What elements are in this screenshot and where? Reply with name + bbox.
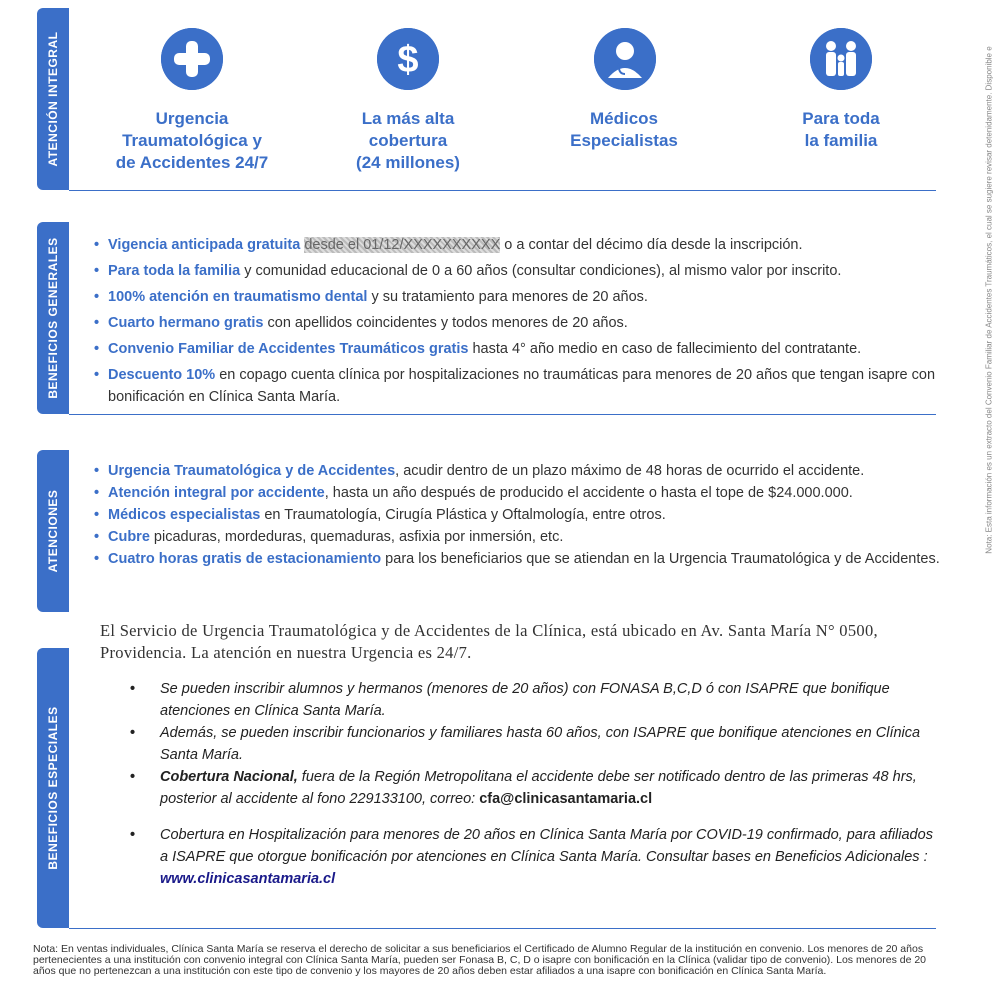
bullet-icon: • — [130, 725, 136, 741]
list-item: • Cuatro horas gratis de estacionamiento para los beneficiarios que se atiendan en la Urgencia Traumatológica y de Accidentes. — [94, 548, 950, 570]
icon-label-familia: Para toda la familia — [802, 109, 880, 150]
section-tab-beneficios-generales: BENEFICIOS GENERALES — [37, 222, 69, 414]
list-item: • Descuento 10% en copago cuenta clínica por hospitalizaciones no traumáticas para menores de 20 años que tengan isapre con bonificación en Clínica Santa María. — [94, 364, 950, 408]
servicio-urgencia-text: El Servicio de Urgencia Traumatológica y de Accidentes de la Clínica, está ubicado en Av. Santa María N° 0500, Providencia. La atención en nuestra Urgencia es 24/7. — [100, 621, 878, 662]
list-item: • Médicos especialistas en Traumatología, Cirugía Plástica y Oftalmología, entre otros. — [94, 504, 950, 526]
bullet-icon: • — [130, 827, 136, 843]
svg-text:$: $ — [397, 39, 419, 81]
section-tab-beneficios-especiales: BENEFICIOS ESPECIALES — [37, 648, 69, 928]
email-text: cfa@clinicasantamaria.cl — [479, 791, 653, 807]
doctor-icon — [594, 28, 656, 90]
list-item: • Urgencia Traumatológica y de Accidentes, acudir dentro de un plazo máximo de 48 horas de ocurrido el accidente. — [94, 460, 950, 482]
family-icon — [810, 28, 872, 90]
icon-label-medicos: Médicos Especialistas — [570, 109, 678, 150]
list-item: • 100% atención en traumatismo dental y su tratamiento para menores de 20 años. — [94, 286, 950, 308]
list-item: • Cobertura en Hospitalización para menores de 20 años en Clínica Santa María por COVID-19 confirmado, para afiliados a ISAPRE que otorgue bonificación por atenciones en Clínica Santa María. Consultar bases en Beneficios Adicionales : www.clinicasantamaria.cl — [160, 824, 940, 890]
footer-note: Nota: En ventas individuales, Clínica Santa María se reserva el derecho de solicitar a sus beneficiarios el Certificado de Alumno Regular de la institución en convenio. Los menores de 20 años pertenecientes a una institución con convenio integral con Clínica Santa María, pueden ser Fonasa B, C, D o isapre con bonificación en la Clínica (validar tipo de convenio). Los menores de 20 años que no pertenezcan a una institución con este tipo de convenio y los mayores de 20 años deben estar afiliados a una isapre con bonificación en Clínica Santa María. — [33, 943, 927, 977]
list-item: • Convenio Familiar de Accidentes Traumáticos gratis hasta 4° año medio en caso de fallecimiento del contratante. — [94, 338, 950, 360]
divider — [69, 190, 936, 191]
list-item: • Para toda la familia y comunidad educacional de 0 a 60 años (consultar condiciones), al mismo valor por inscrito. — [94, 260, 950, 282]
list-item: • Atención integral por accidente, hasta un año después de producido el accidente o hasta el tope de $24.000.000. — [94, 482, 950, 504]
website-link[interactable]: www.clinicasantamaria.cl — [160, 871, 336, 887]
list-item: • Cobertura Nacional, fuera de la Región Metropolitana el accidente debe ser notificado dentro de las primeras 48 hrs, posterior al accidente al fono 229133100, correo: cfa@clinicasantamaria.cl — [160, 766, 940, 810]
list-item: • Se pueden inscribir alumnos y hermanos (menores de 20 años) con FONASA B,C,D ó con ISAPRE que bonifique atenciones en Clínica Santa María. — [160, 678, 940, 722]
dollar-icon — [377, 28, 439, 90]
list-item: • Vigencia anticipada gratuita desde el 01/12/XXXXXXXXXX o a contar del décimo día desde la inscripción. — [94, 234, 950, 256]
list-item: • Además, se pueden inscribir funcionarios y familiares hasta 60 años, con ISAPRE que bonifique atenciones en Clínica Santa María. — [160, 722, 940, 766]
divider — [69, 414, 936, 415]
list-item: • Cubre picaduras, mordeduras, quemaduras, asfixia por inmersión, etc. — [94, 526, 950, 548]
divider — [69, 928, 936, 929]
beneficios-generales-list — [94, 234, 950, 408]
section-tab-atencion-integral: ATENCIÓN INTEGRAL — [37, 8, 69, 190]
bullet-icon: • — [130, 769, 136, 785]
section-tab-atenciones: ATENCIONES — [37, 450, 69, 612]
plus-icon — [161, 28, 223, 90]
icon-label-urgencia: Urgencia Traumatológica y de Accidentes 24/7 — [115, 109, 269, 172]
icon-label-cobertura: La más alta cobertura (24 millones) — [356, 109, 460, 172]
atenciones-list — [94, 460, 950, 570]
list-item: • Cuarto hermano gratis con apellidos coincidentes y todos menores de 20 años. — [94, 312, 950, 334]
bullet-icon: • — [130, 681, 136, 697]
side-note: Nota: Esta información es un extracto del Convenio Familiar de Accidentes Traumáticos, el cual se sugiere revisar detenidamente. Disponible e — [984, 46, 994, 554]
